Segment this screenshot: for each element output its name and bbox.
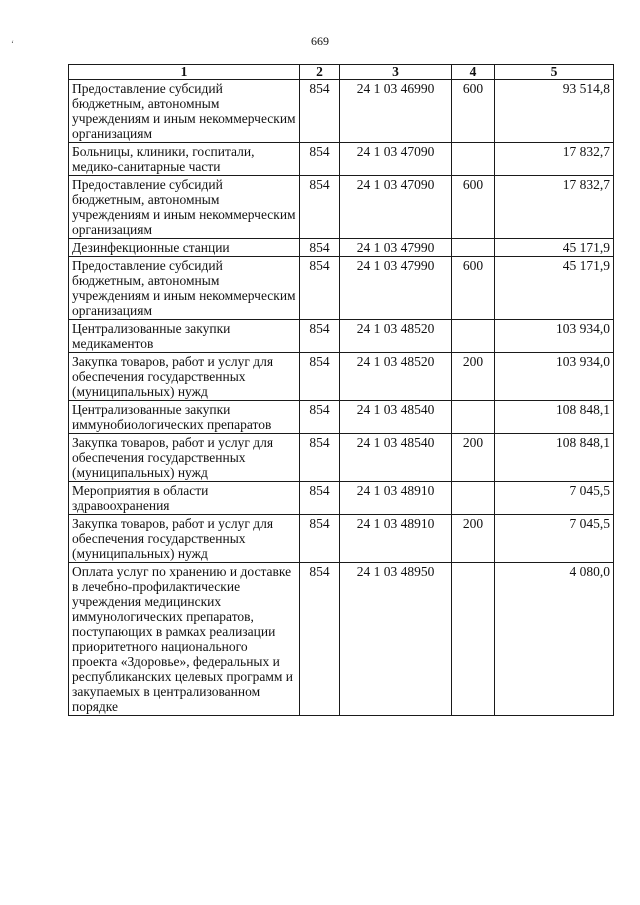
table-row [69,515,614,563]
row-name: Закупка товаров, работ и услуг для обеспечения государственных (муниципальных) нужд [69,515,300,563]
row-amount: 45 171,9 [495,257,614,320]
row-name: Централизованные закупки иммунобиологических препаратов [69,401,300,434]
column-header-4: 4 [452,65,495,80]
row-name: Закупка товаров, работ и услуг для обеспечения государственных (муниципальных) нужд [69,434,300,482]
table-row [69,239,614,257]
row-amount: 103 934,0 [495,320,614,353]
table-row [69,434,614,482]
row-code: 24 1 03 48910 [340,482,452,515]
row-type: 200 [452,434,495,482]
budget-table [68,64,614,716]
row-ministry: 854 [300,80,340,143]
row-code: 24 1 03 48540 [340,401,452,434]
row-amount: 93 514,8 [495,80,614,143]
table-row [69,563,614,716]
row-amount: 7 045,5 [495,482,614,515]
row-code: 24 1 03 48950 [340,563,452,716]
row-ministry: 854 [300,353,340,401]
row-ministry: 854 [300,515,340,563]
row-ministry: 854 [300,176,340,239]
row-code: 24 1 03 48520 [340,353,452,401]
row-amount: 108 848,1 [495,434,614,482]
row-code: 24 1 03 47090 [340,176,452,239]
row-amount: 45 171,9 [495,239,614,257]
table-row [69,257,614,320]
row-type: 600 [452,80,495,143]
row-ministry: 854 [300,563,340,716]
row-name: Дезинфекционные станции [69,239,300,257]
row-type [452,320,495,353]
row-name: Больницы, клиники, госпитали, медико-санитарные части [69,143,300,176]
row-amount: 17 832,7 [495,176,614,239]
row-name: Закупка товаров, работ и услуг для обеспечения государственных (муниципальных) нужд [69,353,300,401]
row-amount: 7 045,5 [495,515,614,563]
table-header-row [69,65,614,80]
table-row [69,401,614,434]
row-name: Централизованные закупки медикаментов [69,320,300,353]
scan-mark: ‘ [11,39,14,49]
row-type: 600 [452,176,495,239]
row-type: 200 [452,515,495,563]
row-ministry: 854 [300,482,340,515]
table-row [69,320,614,353]
row-code: 24 1 03 48520 [340,320,452,353]
table-row [69,176,614,239]
row-ministry: 854 [300,401,340,434]
row-ministry: 854 [300,257,340,320]
row-amount: 17 832,7 [495,143,614,176]
column-header-5: 5 [495,65,614,80]
page-number: 669 [311,34,329,48]
row-code: 24 1 03 48910 [340,515,452,563]
row-type [452,239,495,257]
row-ministry: 854 [300,143,340,176]
row-code: 24 1 03 46990 [340,80,452,143]
row-name: Оплата услуг по хранению и доставке в лечебно-профилактические учреждения медицинских иммунологических препаратов, поступающих в рамках реализации приоритетного национального проекта «Здоровье», федеральных и республиканских целевых программ и закупаемых в централизованном порядке [69,563,300,716]
row-type: 600 [452,257,495,320]
row-ministry: 854 [300,320,340,353]
column-header-3: 3 [340,65,452,80]
table-row [69,482,614,515]
row-type [452,401,495,434]
column-header-1: 1 [69,65,300,80]
column-header-2: 2 [300,65,340,80]
row-type [452,143,495,176]
row-code: 24 1 03 47090 [340,143,452,176]
row-type [452,563,495,716]
row-name: Предоставление субсидий бюджетным, автономным учреждениям и иным некоммерческим организациям [69,80,300,143]
row-type: 200 [452,353,495,401]
table-row [69,80,614,143]
row-name: Предоставление субсидий бюджетным, автономным учреждениям и иным некоммерческим организациям [69,176,300,239]
row-name: Предоставление субсидий бюджетным, автономным учреждениям и иным некоммерческим организациям [69,257,300,320]
row-type [452,482,495,515]
row-code: 24 1 03 47990 [340,239,452,257]
row-amount: 108 848,1 [495,401,614,434]
row-amount: 103 934,0 [495,353,614,401]
row-code: 24 1 03 48540 [340,434,452,482]
row-ministry: 854 [300,434,340,482]
row-ministry: 854 [300,239,340,257]
table-row [69,143,614,176]
row-name: Мероприятия в области здравоохранения [69,482,300,515]
row-amount: 4 080,0 [495,563,614,716]
table-row [69,353,614,401]
row-code: 24 1 03 47990 [340,257,452,320]
